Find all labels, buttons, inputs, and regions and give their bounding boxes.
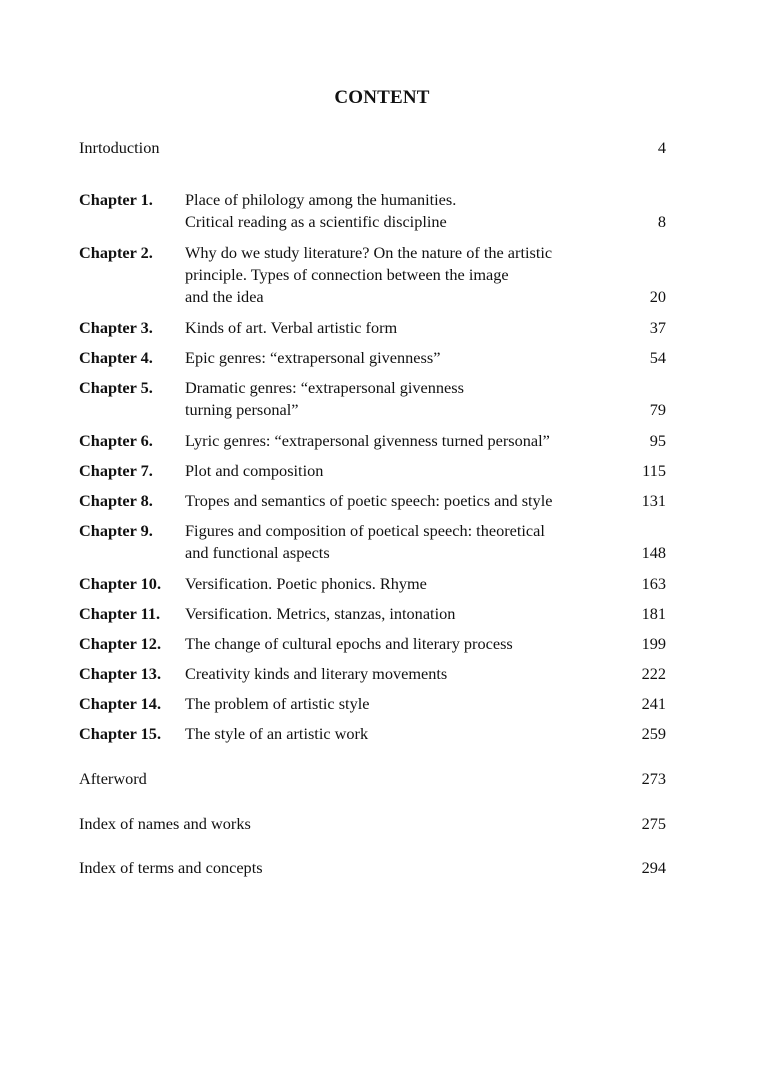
- entry-label: Index of terms and concepts: [79, 858, 263, 877]
- chapter-title-line: Why do we study literature? On the nature of the artistic: [185, 243, 553, 262]
- chapter-title-line: The change of cultural epochs and literary process: [185, 634, 513, 653]
- page-number: 294: [641, 858, 666, 877]
- chapter-number: Chapter 2.: [79, 243, 153, 262]
- chapter-number: Chapter 10.: [79, 574, 162, 593]
- page-number: 37: [649, 318, 666, 337]
- entry-label: Inrtoduction: [79, 138, 160, 157]
- chapter-number: Chapter 4.: [79, 348, 153, 367]
- chapter-title-line: Tropes and semantics of poetic speech: poetics and style: [185, 491, 553, 510]
- chapter-number: Chapter 14.: [79, 694, 162, 713]
- chapter-title-line: principle. Types of connection between the image: [185, 265, 509, 284]
- chapter-number: Chapter 13.: [79, 664, 162, 683]
- chapter-number: Chapter 3.: [79, 318, 153, 337]
- chapter-title-line: Critical reading as a scientific discipline: [185, 212, 447, 231]
- page-number: 199: [641, 634, 666, 653]
- page-number: 8: [657, 212, 666, 231]
- page-number: 148: [641, 543, 666, 562]
- chapter-number: Chapter 1.: [79, 190, 153, 209]
- chapter-title-line: and functional aspects: [185, 543, 330, 562]
- chapter-title-line: Figures and composition of poetical speech: theoretical: [185, 521, 545, 540]
- chapter-number: Chapter 6.: [79, 431, 153, 450]
- chapter-title-line: The problem of artistic style: [185, 694, 370, 713]
- chapter-title-line: Dramatic genres: “extrapersonal givenness: [185, 378, 464, 397]
- chapter-number: Chapter 5.: [79, 378, 153, 397]
- chapter-title-line: Versification. Metrics, stanzas, intonation: [185, 604, 456, 623]
- page-number: 222: [641, 664, 666, 683]
- chapter-number: Chapter 15.: [79, 724, 162, 743]
- chapter-title-line: Creativity kinds and literary movements: [185, 664, 448, 683]
- page-number: 241: [641, 694, 666, 713]
- page-number: 163: [641, 574, 666, 593]
- page-number: 95: [649, 431, 666, 450]
- chapter-title-line: Versification. Poetic phonics. Rhyme: [185, 574, 427, 593]
- entry-label: Afterword: [79, 769, 147, 788]
- chapter-number: Chapter 7.: [79, 461, 153, 480]
- chapter-title-line: Plot and composition: [185, 461, 324, 480]
- chapter-number: Chapter 11.: [79, 604, 161, 623]
- chapter-title-line: Epic genres: “extrapersonal givenness”: [185, 348, 441, 367]
- chapter-title-line: Kinds of art. Verbal artistic form: [185, 318, 398, 337]
- page-title: CONTENT: [334, 87, 430, 108]
- chapter-title-line: turning personal”: [185, 400, 299, 419]
- page-number: 259: [641, 724, 666, 743]
- page-number: 115: [642, 461, 666, 480]
- entry-label: Index of names and works: [79, 814, 251, 833]
- page-number: 275: [641, 814, 666, 833]
- page-number: 181: [641, 604, 666, 623]
- page-number: 131: [641, 491, 666, 510]
- chapter-number: Chapter 8.: [79, 491, 153, 510]
- chapter-number: Chapter 12.: [79, 634, 162, 653]
- chapter-title-line: The style of an artistic work: [185, 724, 369, 743]
- page-number: 54: [649, 348, 666, 367]
- page-number: 20: [649, 287, 666, 306]
- chapter-title-line: Place of philology among the humanities.: [185, 190, 457, 209]
- chapter-number: Chapter 9.: [79, 521, 153, 540]
- page-number: 79: [649, 400, 666, 419]
- chapter-title-line: and the idea: [185, 287, 264, 306]
- chapter-title-line: Lyric genres: “extrapersonal givenness turned personal”: [185, 431, 550, 450]
- page-number: 4: [657, 138, 666, 157]
- page-number: 273: [641, 769, 666, 788]
